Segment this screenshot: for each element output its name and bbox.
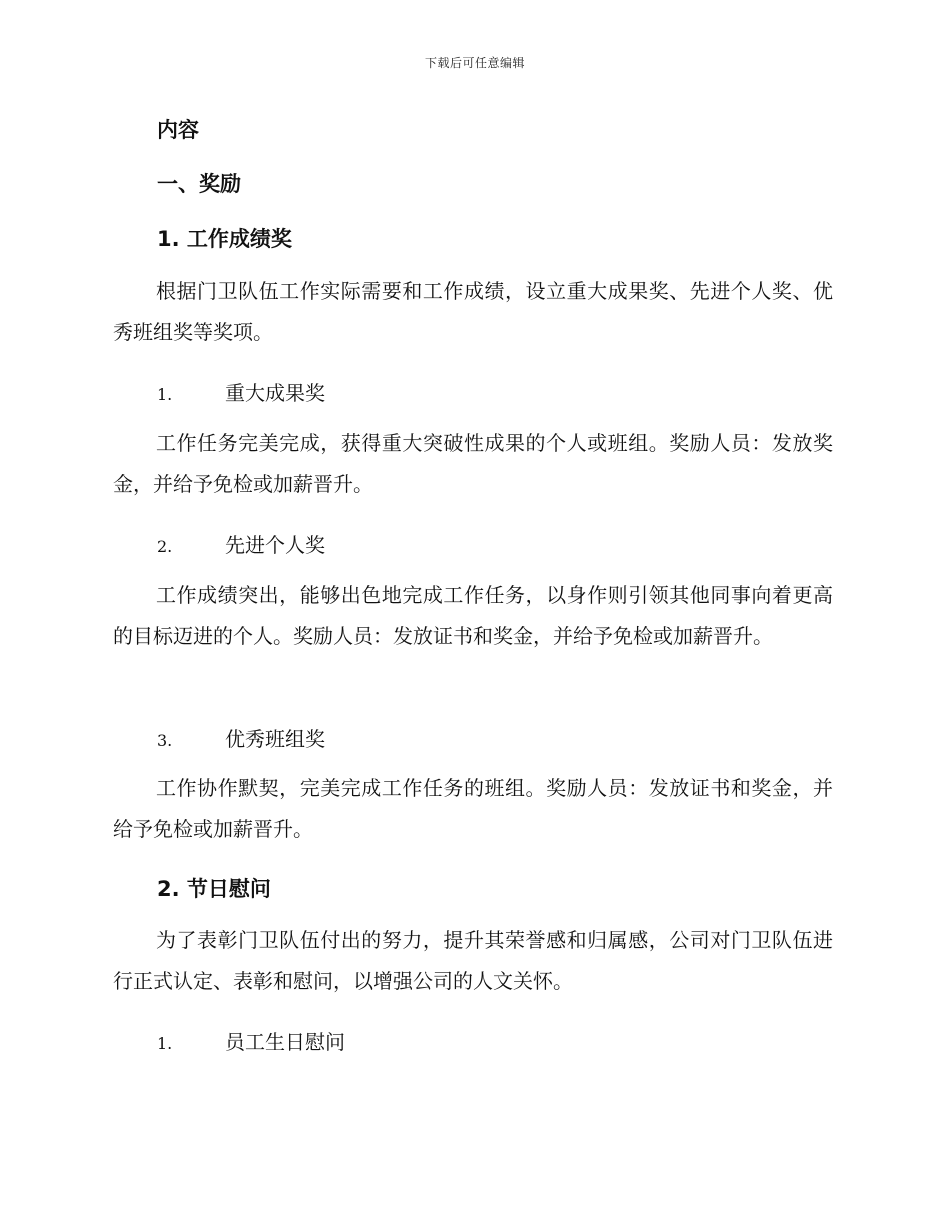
- list-number: 3.: [157, 731, 173, 750]
- section-heading-rewards: 一、奖励: [157, 172, 241, 196]
- list-item-advanced-individual: [157, 529, 325, 558]
- list-item-major-achievement: [157, 377, 325, 406]
- list-number: 1.: [157, 385, 173, 404]
- subheading-work-achievement-award: 1. 工作成绩奖: [157, 227, 292, 251]
- list-item-birthday-greetings: [157, 1026, 345, 1055]
- list-number: 1.: [157, 1034, 173, 1053]
- list-item-excellent-team: [157, 723, 325, 752]
- list-label: 先进个人奖: [225, 533, 325, 557]
- page-header: 下载后可任意编辑: [424, 56, 525, 70]
- paragraph-holiday-greetings: 为了表彰门卫队伍付出的努力，提升其荣誉感和归属感，公司对门卫队伍进行正式认定、表彰和慰问，以增强公司的人文关怀。: [113, 928, 833, 993]
- list-label: 员工生日慰问: [225, 1030, 345, 1054]
- doc-title: 内容: [157, 118, 199, 142]
- paragraph-excellent-team: 工作协作默契，完美完成工作任务的班组。奖励人员：发放证书和奖金，并给予免检或加薪晋升。: [113, 776, 833, 841]
- paragraph-advanced-individual: 工作成绩突出，能够出色地完成工作任务，以身作则引领其他同事向着更高的目标迈进的个人。奖励人员：发放证书和奖金，并给予免检或加薪晋升。: [113, 583, 833, 648]
- paragraph-award-overview: 根据门卫队伍工作实际需要和工作成绩，设立重大成果奖、先进个人奖、优秀班组奖等奖项。: [113, 279, 833, 344]
- subheading-holiday-greetings: 2. 节日慰问: [157, 877, 271, 901]
- list-number: 2.: [157, 537, 173, 556]
- list-label: 重大成果奖: [225, 381, 325, 405]
- list-label: 优秀班组奖: [225, 727, 325, 751]
- paragraph-major-achievement: 工作任务完美完成，获得重大突破性成果的个人或班组。奖励人员：发放奖金，并给予免检或加薪晋升。: [113, 431, 833, 496]
